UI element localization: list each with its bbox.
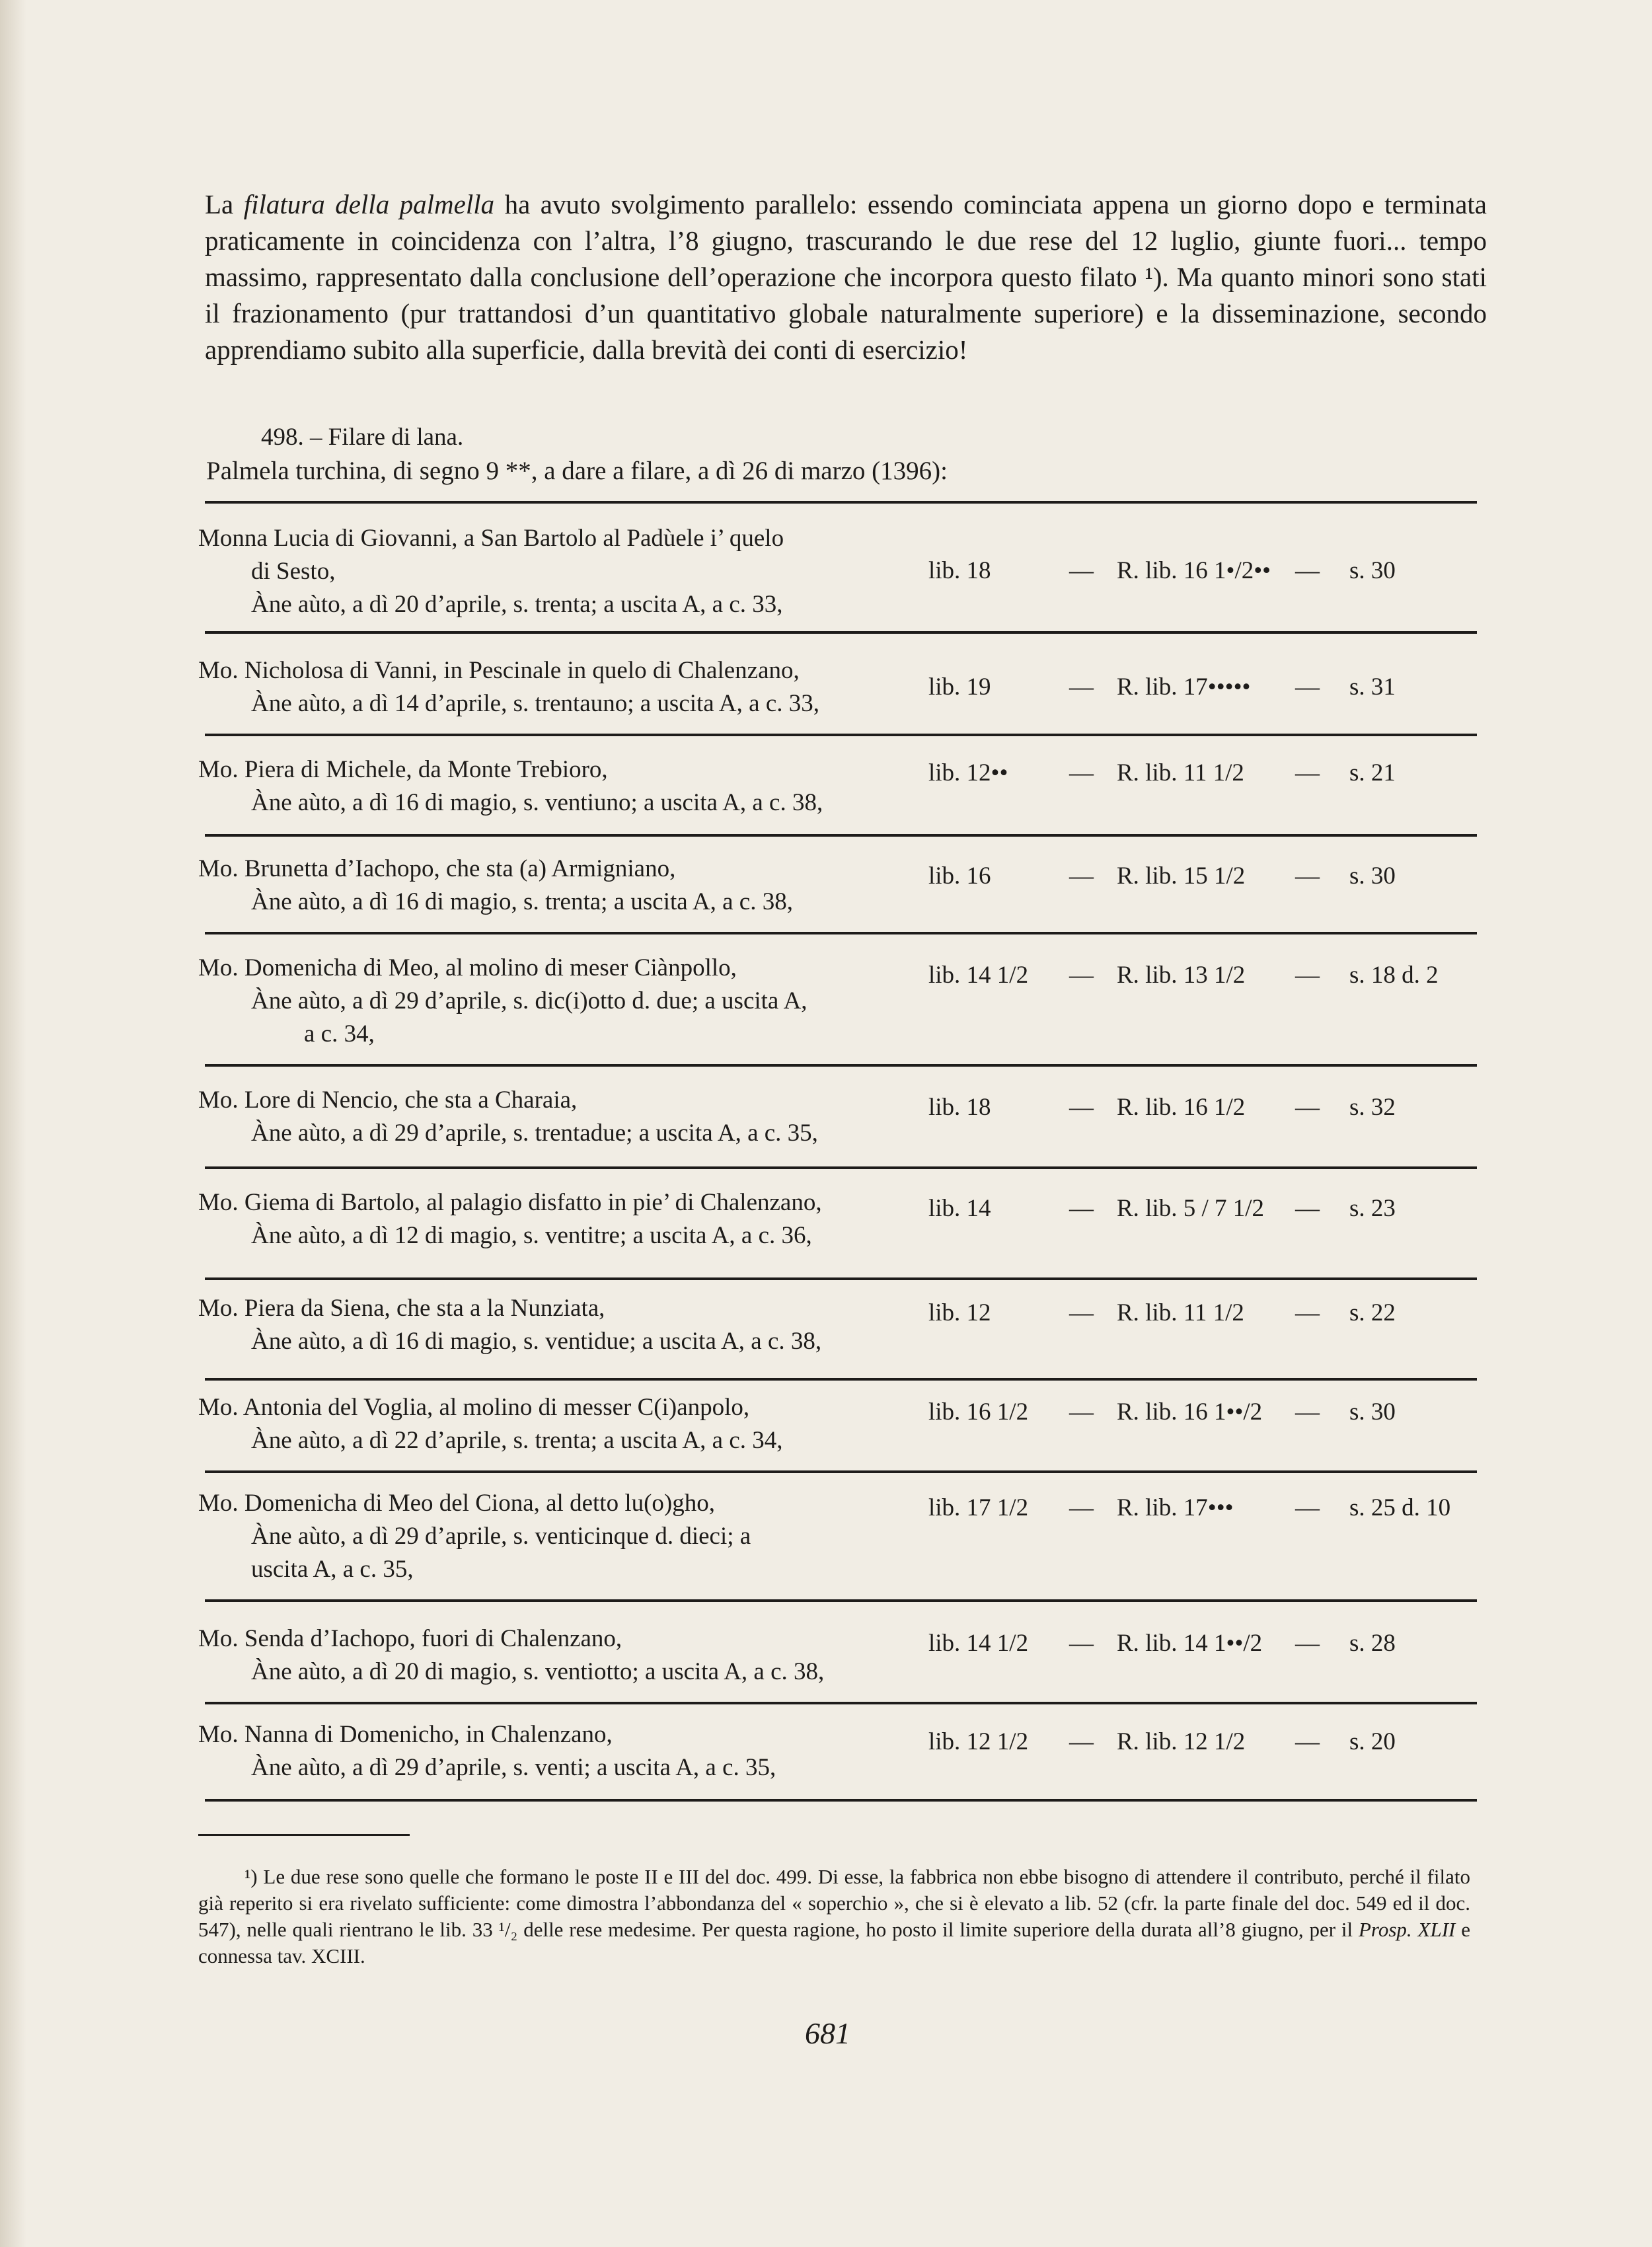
footnote-tail: e connessa tav. XCIII.: [198, 1918, 1470, 1967]
entry-rlib: R. lib. 17•••••: [1117, 673, 1251, 701]
entry-lib: lib. 18: [928, 557, 991, 584]
entry-text: [198, 853, 915, 919]
entry-rlib: R. lib. 16 1/2: [1117, 1094, 1246, 1121]
entry-text: [198, 1487, 915, 1586]
entry-name-line: Mo. Piera da Siena, che sta a la Nunziata,: [198, 1295, 605, 1322]
table-rule: [205, 501, 1477, 504]
entry-lib: lib. 19: [928, 673, 991, 701]
entry-lib: lib. 14 1/2: [928, 962, 1029, 989]
entry-dash: —: [1295, 759, 1320, 786]
entry-dash: —: [1295, 1094, 1320, 1121]
table-rule: [205, 1599, 1477, 1602]
entry-rlib: R. lib. 14 1••/2: [1117, 1630, 1263, 1657]
page-gutter-shadow: [0, 0, 26, 2247]
entry-text: [198, 952, 915, 1051]
ledger-entry: [198, 654, 1493, 734]
entry-text: [198, 654, 915, 720]
entry-detail-line: Àne aùto, a dì 14 d’aprile, s. trentauno; a uscita A, a c. 33,: [251, 690, 819, 717]
entry-lib: lib. 14: [928, 1195, 991, 1222]
ledger-entry: [198, 1622, 1493, 1702]
footnote-text: Le due rese sono quelle che formano le poste II e III del doc. 499. Di esse, la fabbrica non ebbe bisogno di attendere il contributo, perché il filato già reperito si era rivelato sufficiente: come dimostra l’abbondanza del « soperchio », che si è elevato a lib. 52 (cfr. la parte finale del doc. 549 ed il doc. 547), nelle quali rientrano le lib. 33 ¹/₂ delle rese medesime. Per questa ragione, ho posto il limite superiore della durata all’8 giugno, per il: [198, 1865, 1470, 1941]
entry-name-line: Mo. Nicholosa di Vanni, in Pescinale in quelo di Chalenzano,: [198, 657, 800, 684]
entry-soldi: s. 20: [1349, 1728, 1396, 1755]
table-rule: [205, 834, 1477, 837]
table-rule: [205, 734, 1477, 736]
entry-text: [198, 1622, 915, 1689]
table-rule: [205, 932, 1477, 934]
table-rule: [205, 631, 1477, 634]
entry-soldi: s. 30: [1349, 557, 1396, 584]
entry-dash: —: [1295, 673, 1320, 701]
entry-lib: lib. 14 1/2: [928, 1630, 1029, 1657]
entry-dash: —: [1069, 759, 1094, 786]
entry-detail-line: Àne aùto, a dì 16 di magio, s. ventiuno; a uscita A, a c. 38,: [251, 789, 823, 816]
ledger-entry: [198, 952, 1493, 1047]
entry-dash: —: [1069, 1630, 1094, 1657]
entry-lib: lib. 18: [928, 1094, 991, 1121]
entry-soldi: s. 32: [1349, 1094, 1396, 1121]
entry-rlib: R. lib. 5 / 7 1/2: [1117, 1195, 1265, 1222]
entry-text: [198, 1084, 915, 1150]
entry-detail-line: Àne aùto, a dì 22 d’aprile, s. trenta; a uscita A, a c. 34,: [251, 1427, 783, 1454]
entry-rlib: R. lib. 13 1/2: [1117, 962, 1246, 989]
entry-dash: —: [1069, 1299, 1094, 1326]
entry-text: [198, 1718, 915, 1784]
entry-dash: —: [1069, 1728, 1094, 1755]
entry-soldi: s. 18 d. 2: [1349, 962, 1439, 989]
ledger-entry: [198, 1084, 1493, 1163]
entry-detail-line: Àne aùto, a dì 12 di magio, s. ventitre; a uscita A, a c. 36,: [251, 1222, 812, 1249]
entry-text: [198, 1391, 915, 1457]
entry-dash: —: [1069, 673, 1094, 701]
entry-name-line: Mo. Lore di Nencio, che sta a Charaia,: [198, 1086, 578, 1114]
entry-dash: —: [1295, 1195, 1320, 1222]
entry-dash: —: [1295, 1728, 1320, 1755]
footnote-reference: Prosp. XLII: [1359, 1918, 1456, 1941]
entry-lib: lib. 17 1/2: [928, 1494, 1029, 1521]
entry-dash: —: [1295, 862, 1320, 890]
ledger-entry: [198, 1292, 1493, 1371]
ledger-entry: [198, 1718, 1493, 1798]
entry-detail-line-continued: a c. 34,: [304, 1020, 375, 1047]
table-rule: [205, 1064, 1477, 1067]
table-rule: [205, 1799, 1477, 1802]
entry-soldi: s. 31: [1349, 673, 1396, 701]
entry-rlib: R. lib. 11 1/2: [1117, 759, 1244, 786]
document-heading: 498. – Filare di lana.: [261, 424, 464, 451]
entry-name-line: Mo. Brunetta d’Iachopo, che sta (a) Armigniano,: [198, 855, 676, 882]
entry-detail-line: Àne aùto, a dì 29 d’aprile, s. trentadue; a uscita A, a c. 35,: [251, 1120, 818, 1147]
entry-dash: —: [1069, 1195, 1094, 1222]
page-number: 681: [805, 2016, 850, 2050]
entry-name-line: Mo. Nanna di Domenicho, in Chalenzano,: [198, 1721, 613, 1748]
entry-dash: —: [1069, 1094, 1094, 1121]
table-rule: [205, 1702, 1477, 1704]
entry-lib: lib. 12: [928, 1299, 991, 1326]
entry-lib: lib. 12 1/2: [928, 1728, 1029, 1755]
entry-name-line: Monna Lucia di Giovanni, a San Bartolo al Padùele i’ quelo: [198, 525, 784, 552]
entry-rlib: R. lib. 11 1/2: [1117, 1299, 1244, 1326]
entry-dash: —: [1295, 1630, 1320, 1657]
intro-paragraph: [205, 186, 1487, 368]
entry-soldi: s. 22: [1349, 1299, 1396, 1326]
table-rule: [205, 1277, 1477, 1280]
table-rule: [205, 1378, 1477, 1381]
entry-name-line: Mo. Domenicha di Meo del Ciona, al detto lu(o)gho,: [198, 1490, 715, 1517]
entry-detail-line-continued: uscita A, a c. 35,: [251, 1556, 414, 1583]
entry-soldi: s. 30: [1349, 1398, 1396, 1426]
ledger-entry: [198, 522, 1493, 618]
document-subheading: Palmela turchina, di segno 9 **, a dare a filare, a dì 26 di marzo (1396):: [206, 457, 948, 485]
ledger-entry: [198, 853, 1493, 932]
entry-name-line: Mo. Antonia del Voglia, al molino di messer C(i)anpolo,: [198, 1394, 750, 1421]
entry-dash: —: [1295, 557, 1320, 584]
footnote-separator: [198, 1834, 410, 1836]
entry-detail-line: Àne aùto, a dì 29 d’aprile, s. venticinque d. dieci; a: [251, 1523, 751, 1550]
entry-dash: —: [1295, 962, 1320, 989]
entry-text: [198, 753, 915, 819]
entry-dash: —: [1295, 1494, 1320, 1521]
entry-soldi: s. 21: [1349, 759, 1396, 786]
entry-rlib: R. lib. 16 1••/2: [1117, 1398, 1263, 1426]
entry-name-line: Mo. Domenicha di Meo, al molino di meser Ciànpollo,: [198, 954, 737, 981]
entry-dash: —: [1295, 1398, 1320, 1426]
entry-detail-line: Àne aùto, a dì 16 di magio, s. ventidue; a uscita A, a c. 38,: [251, 1328, 822, 1355]
entry-dash: —: [1069, 557, 1094, 584]
entry-name-line: Mo. Senda d’Iachopo, fuori di Chalenzano,: [198, 1625, 622, 1652]
entry-soldi: s. 25 d. 10: [1349, 1494, 1451, 1521]
entry-soldi: s. 28: [1349, 1630, 1396, 1657]
entry-rlib: R. lib. 15 1/2: [1117, 862, 1246, 890]
table-rule: [205, 1166, 1477, 1169]
entry-dash: —: [1069, 962, 1094, 989]
entry-dash: —: [1295, 1299, 1320, 1326]
entry-lib: lib. 16 1/2: [928, 1398, 1029, 1426]
entry-soldi: s. 23: [1349, 1195, 1396, 1222]
entry-rlib: R. lib. 17•••: [1117, 1494, 1234, 1521]
table-rule: [205, 1470, 1477, 1473]
entry-name-line: Mo. Giema di Bartolo, al palagio disfatto in pie’ di Chalenzano,: [198, 1189, 822, 1216]
intro-text: ha avuto svolgimento parallelo: essendo cominciata appena un giorno dopo e terminata praticamente in coincidenza con l’altra, l’8 giugno, trascurando le due rese del 12 luglio, giunte fuori... tempo massimo, rappresentato dalla conclusione dell’operazione che incorpora questo filato ¹). Ma quanto minori sono stati il frazionamento (pur trattandosi d’un quantitativo globale naturalmente superiore) e la disseminazione, secondo apprendiamo subito alla superficie, dalla brevità dei conti di esercizio!: [205, 189, 1487, 365]
entry-lib: lib. 16: [928, 862, 991, 890]
entry-text: [198, 1186, 915, 1252]
entry-detail-line: Àne aùto, a dì 29 d’aprile, s. venti; a uscita A, a c. 35,: [251, 1754, 776, 1781]
entry-detail-line: Àne aùto, a dì 29 d’aprile, s. dic(i)otto d. due; a uscita A,: [251, 987, 807, 1014]
entry-name-line: Mo. Piera di Michele, da Monte Trebioro,: [198, 756, 608, 783]
ledger-entry: [198, 1487, 1493, 1583]
ledger-entry: [198, 753, 1493, 833]
entry-rlib: R. lib. 12 1/2: [1117, 1728, 1246, 1755]
entry-text: [198, 1292, 915, 1358]
entry-detail-line: Àne aùto, a dì 20 di magio, s. ventiotto; a uscita A, a c. 38,: [251, 1658, 825, 1685]
entry-detail-line: Àne aùto, a dì 20 d’aprile, s. trenta; a uscita A, a c. 33,: [251, 591, 783, 618]
ledger-entry: [198, 1391, 1493, 1470]
entry-dash: —: [1069, 1398, 1094, 1426]
entry-detail-line: Àne aùto, a dì 16 di magio, s. trenta; a uscita A, a c. 38,: [251, 888, 793, 915]
entry-rlib: R. lib. 16 1•/2••: [1117, 557, 1271, 584]
ledger-entry: [198, 1186, 1493, 1266]
entry-name-line-continued: di Sesto,: [251, 558, 336, 585]
footnote-marker: ¹): [244, 1865, 258, 1888]
entry-dash: —: [1069, 1494, 1094, 1521]
entry-soldi: s. 30: [1349, 862, 1396, 890]
intro-emphasis: filatura della palmella: [243, 189, 495, 219]
entry-text: [198, 522, 915, 621]
intro-lead: La: [205, 189, 244, 219]
entry-dash: —: [1069, 862, 1094, 890]
entry-lib: lib. 12••: [928, 759, 1008, 786]
footnote: [198, 1864, 1470, 1969]
